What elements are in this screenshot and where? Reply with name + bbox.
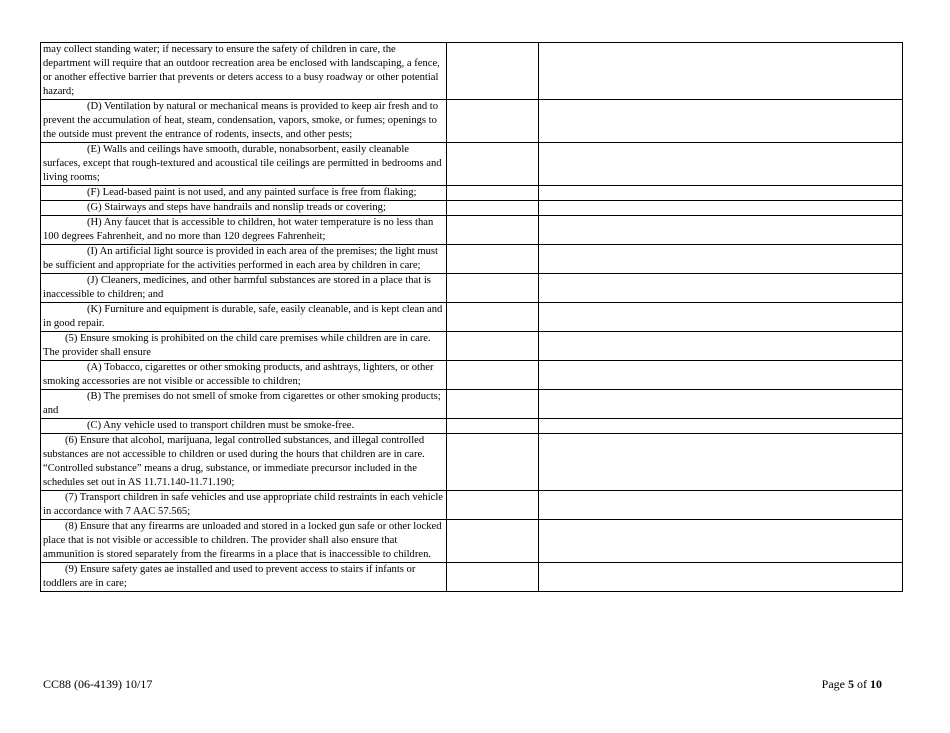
page-number: Page 5 of 10 bbox=[821, 677, 882, 691]
requirement-text: (G) Stairways and steps have handrails and nonslip treads or covering; bbox=[87, 202, 386, 213]
table-row bbox=[41, 419, 903, 434]
requirement-text-cell bbox=[41, 100, 447, 143]
table-row bbox=[41, 520, 903, 563]
requirement-text: (7) Transport children in safe vehicles and use appropriate child restraints in each vehicle in accordance with 7 AAC 57.565; bbox=[43, 492, 444, 517]
compliance-cell[interactable] bbox=[447, 332, 539, 361]
requirement-text: (J) Cleaners, medicines, and other harmful substances are stored in a place that is inaccessible to children; and bbox=[43, 275, 431, 300]
requirement-text-cell bbox=[41, 245, 447, 274]
requirement-text: (9) Ensure safety gates ae installed and used to prevent access to stairs if infants or toddlers are in care; bbox=[43, 564, 416, 589]
requirements-table bbox=[40, 42, 903, 592]
requirement-text-cell bbox=[41, 434, 447, 491]
compliance-cell[interactable] bbox=[447, 303, 539, 332]
requirement-text: (H) Any faucet that is accessible to children, hot water temperature is no less than 100 degrees Fahrenheit, and no more than 120 degrees Fahrenheit; bbox=[43, 217, 434, 242]
comments-cell[interactable] bbox=[539, 186, 903, 201]
requirement-text-cell bbox=[41, 491, 447, 520]
requirement-text: (K) Furniture and equipment is durable, safe, easily cleanable, and is kept clean and in good repair. bbox=[43, 304, 443, 329]
compliance-cell[interactable] bbox=[447, 390, 539, 419]
comments-cell[interactable] bbox=[539, 43, 903, 100]
table-row bbox=[41, 100, 903, 143]
requirement-text-cell bbox=[41, 274, 447, 303]
compliance-cell[interactable] bbox=[447, 491, 539, 520]
compliance-cell[interactable] bbox=[447, 520, 539, 563]
requirement-text-cell bbox=[41, 563, 447, 592]
requirement-text-cell bbox=[41, 520, 447, 563]
table-row bbox=[41, 563, 903, 592]
requirement-text-cell bbox=[41, 43, 447, 100]
comments-cell[interactable] bbox=[539, 100, 903, 143]
table-row bbox=[41, 43, 903, 100]
requirement-text-cell bbox=[41, 390, 447, 419]
comments-cell[interactable] bbox=[539, 143, 903, 186]
compliance-cell[interactable] bbox=[447, 100, 539, 143]
compliance-cell[interactable] bbox=[447, 201, 539, 216]
comments-cell[interactable] bbox=[539, 216, 903, 245]
table-row bbox=[41, 274, 903, 303]
table-row bbox=[41, 245, 903, 274]
comments-cell[interactable] bbox=[539, 563, 903, 592]
compliance-cell[interactable] bbox=[447, 143, 539, 186]
requirement-text-cell bbox=[41, 216, 447, 245]
comments-cell[interactable] bbox=[539, 201, 903, 216]
compliance-cell[interactable] bbox=[447, 361, 539, 390]
requirement-text: (E) Walls and ceilings have smooth, durable, nonabsorbent, easily cleanable surfaces, except that rough-textured and acoustical tile ceilings are permitted in bedrooms and living rooms; bbox=[43, 144, 442, 183]
table-row bbox=[41, 201, 903, 216]
table-row bbox=[41, 216, 903, 245]
requirement-text: (F) Lead-based paint is not used, and any painted surface is free from flaking; bbox=[87, 187, 417, 198]
requirement-text: (8) Ensure that any firearms are unloaded and stored in a locked gun safe or other locked place that is not visible or accessible to children. The provider shall also ensure that ammunition is stored separately from the firearms in a place that is inaccessible to children. bbox=[43, 521, 442, 560]
comments-cell[interactable] bbox=[539, 245, 903, 274]
comments-cell[interactable] bbox=[539, 419, 903, 434]
requirement-text-cell bbox=[41, 303, 447, 332]
compliance-cell[interactable] bbox=[447, 419, 539, 434]
table-row bbox=[41, 143, 903, 186]
comments-cell[interactable] bbox=[539, 434, 903, 491]
comments-cell[interactable] bbox=[539, 361, 903, 390]
compliance-cell[interactable] bbox=[447, 186, 539, 201]
compliance-cell[interactable] bbox=[447, 434, 539, 491]
requirement-text-cell bbox=[41, 332, 447, 361]
table-row bbox=[41, 434, 903, 491]
requirement-text: (D) Ventilation by natural or mechanical means is provided to keep air fresh and to prevent the accumulation of heat, steam, condensation, vapors, smoke, or fumes; openings to the outside must prevent the entrance of rodents, insects, and other pests; bbox=[43, 101, 439, 140]
comments-cell[interactable] bbox=[539, 390, 903, 419]
comments-cell[interactable] bbox=[539, 491, 903, 520]
compliance-cell[interactable] bbox=[447, 274, 539, 303]
requirement-text: (5) Ensure smoking is prohibited on the child care premises while children are in care. The provider shall ensure bbox=[43, 333, 431, 358]
requirement-text: (B) The premises do not smell of smoke from cigarettes or other smoking products; and bbox=[43, 391, 441, 416]
requirement-text: (A) Tobacco, cigarettes or other smoking products, and ashtrays, lighters, or other smoking accessories are not visible or accessible to children; bbox=[43, 362, 434, 387]
comments-cell[interactable] bbox=[539, 520, 903, 563]
page-current: 5 bbox=[848, 677, 854, 691]
comments-cell[interactable] bbox=[539, 274, 903, 303]
table-row bbox=[41, 361, 903, 390]
requirement-text: may collect standing water; if necessary to ensure the safety of children in care, the department will require that an outdoor recreation area be enclosed with landscaping, a fence, or another effective barrier that prevents or deters access to a busy roadway or other potential hazard; bbox=[43, 44, 440, 97]
requirement-text-cell bbox=[41, 186, 447, 201]
table-row bbox=[41, 491, 903, 520]
comments-cell[interactable] bbox=[539, 332, 903, 361]
table-row bbox=[41, 390, 903, 419]
page-total: 10 bbox=[870, 677, 882, 691]
compliance-cell[interactable] bbox=[447, 43, 539, 100]
form-id: CC88 (06-4139) 10/17 bbox=[43, 677, 153, 691]
comments-cell[interactable] bbox=[539, 303, 903, 332]
table-row bbox=[41, 303, 903, 332]
requirement-text: (C) Any vehicle used to transport children must be smoke-free. bbox=[87, 420, 355, 431]
table-row bbox=[41, 186, 903, 201]
requirement-text-cell bbox=[41, 419, 447, 434]
requirement-text-cell bbox=[41, 361, 447, 390]
requirement-text: (I) An artificial light source is provided in each area of the premises; the light must be sufficient and appropriate for the activities performed in each area by children in care; bbox=[43, 246, 438, 271]
requirement-text: (6) Ensure that alcohol, marijuana, legal controlled substances, and illegal controlled substances are not accessible to children or used during the hours that children are in care. “Controlled substance” means a drug, substance, or immediate precursor included in the schedules set out in AS 11.71.140-11.71.190; bbox=[43, 435, 425, 488]
compliance-cell[interactable] bbox=[447, 216, 539, 245]
table-row bbox=[41, 332, 903, 361]
requirement-text-cell bbox=[41, 201, 447, 216]
compliance-cell[interactable] bbox=[447, 245, 539, 274]
requirement-text-cell bbox=[41, 143, 447, 186]
requirements-table-body bbox=[41, 43, 903, 592]
compliance-cell[interactable] bbox=[447, 563, 539, 592]
